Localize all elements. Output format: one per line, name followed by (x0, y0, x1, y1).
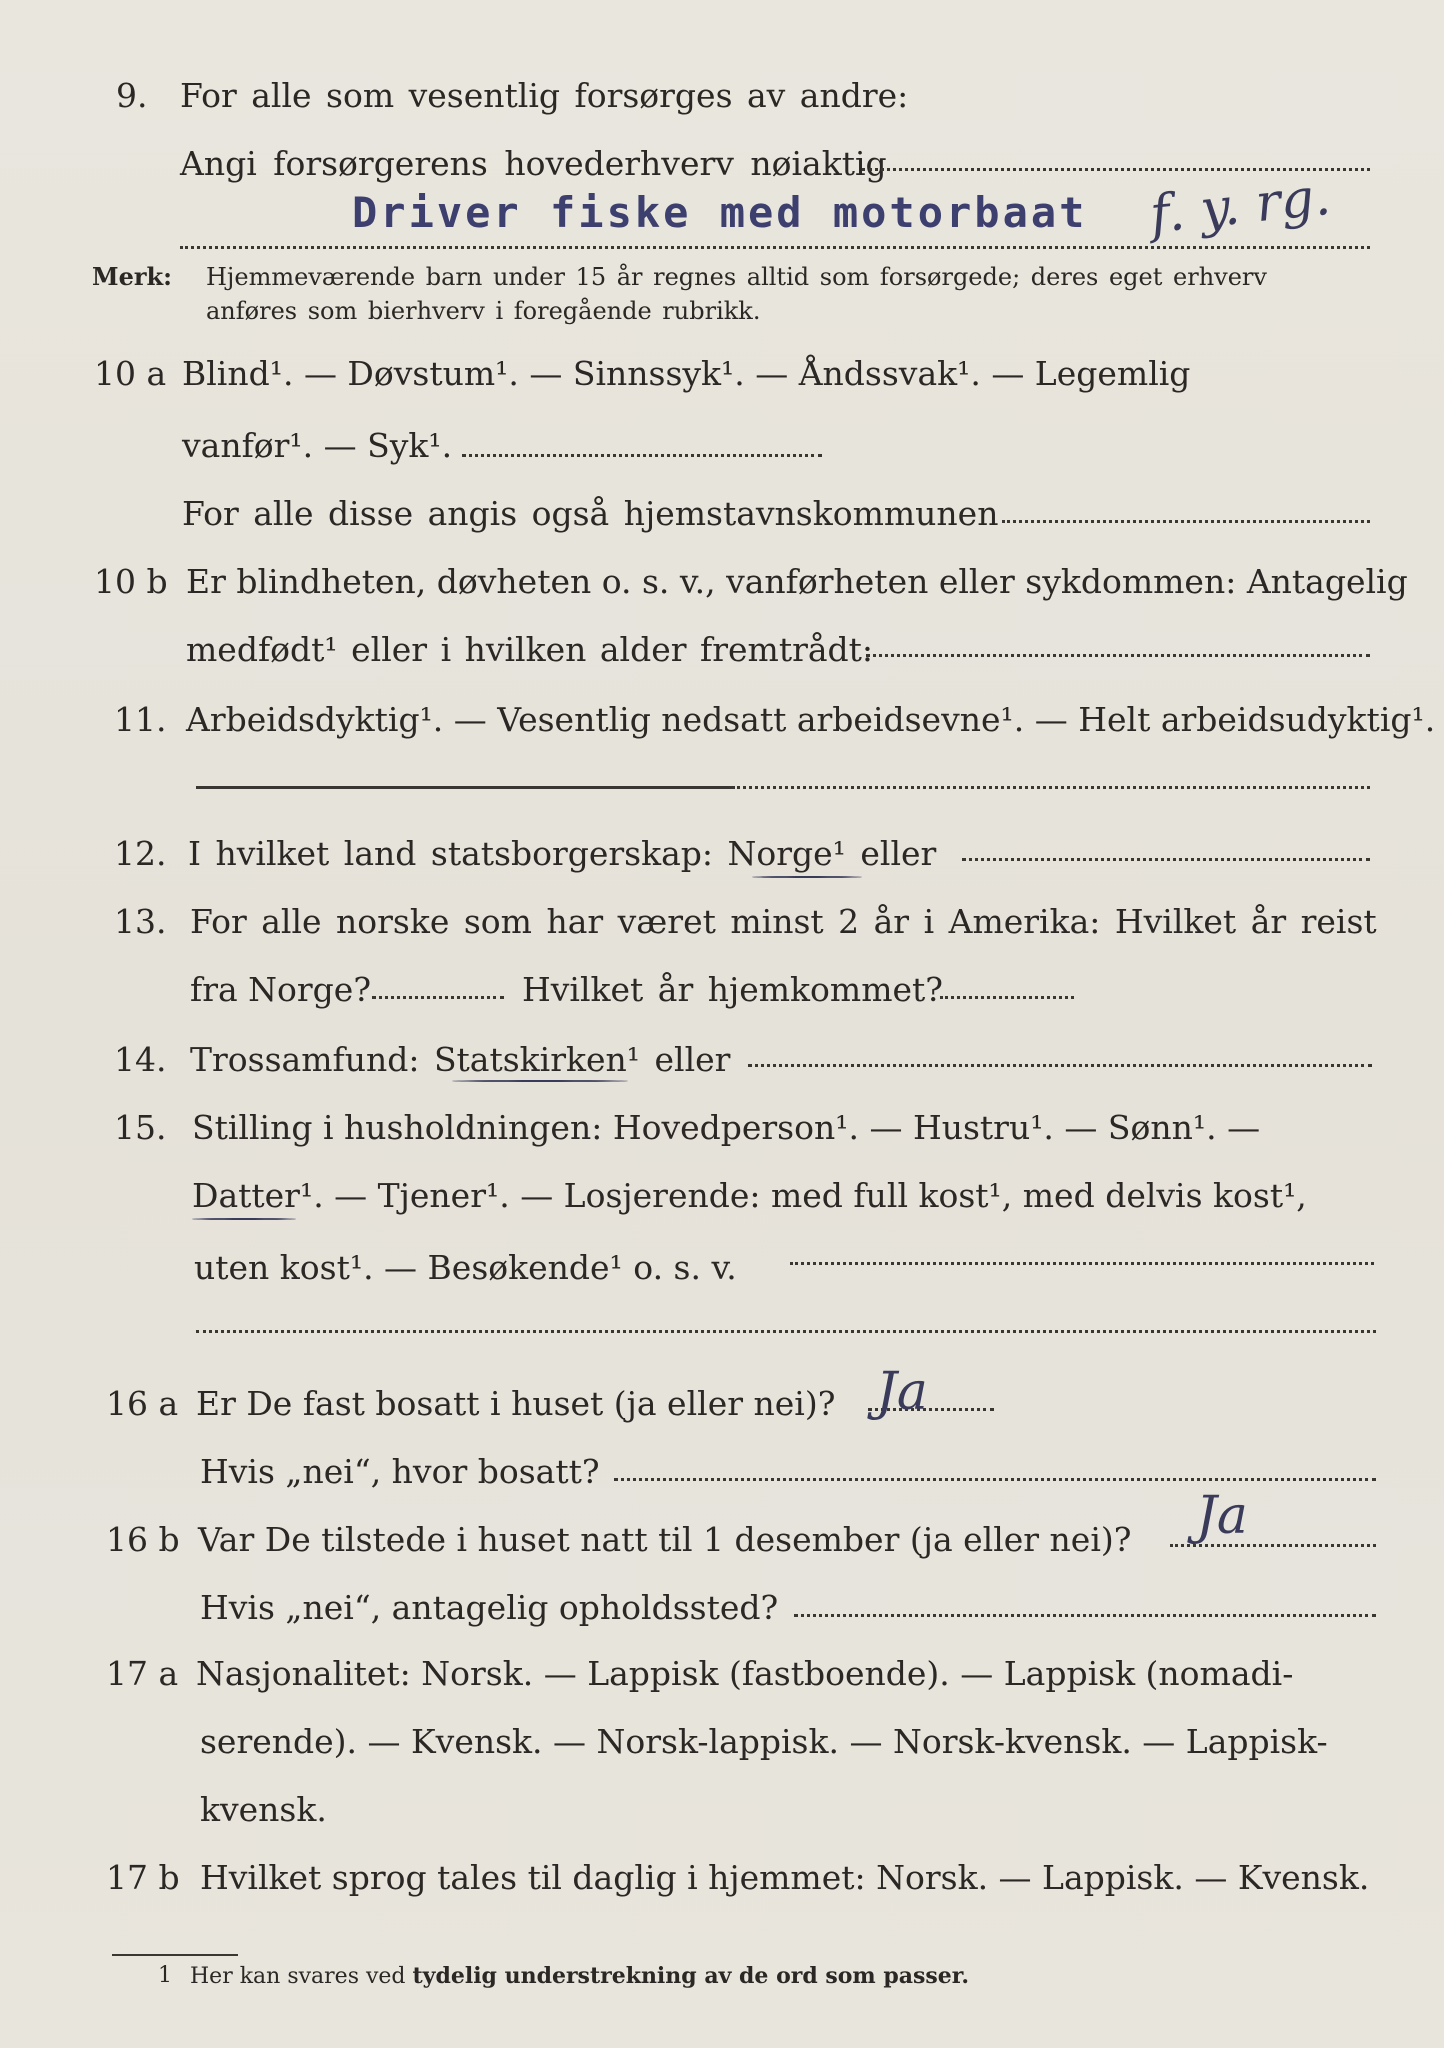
q17a-number: 17 a (106, 1654, 179, 1693)
q14-dotted-line (748, 1064, 1372, 1067)
q10b-line2: medfødt¹ eller i hvilken alder fremtrådt: (186, 630, 874, 669)
q15-line2: Datter¹. — Tjener¹. — Losjerende: med full kost¹, med delvis kost¹, (192, 1176, 1307, 1215)
q13-line2b: Hvilket år hjemkommet? (522, 970, 943, 1009)
q15-dotted-line (790, 1262, 1374, 1265)
q11-answer-dotted-line (732, 786, 1370, 789)
q15-line3: uten kost¹. — Besøkende¹ o. s. v. (194, 1248, 737, 1287)
q10a-line3: For alle disse angis også hjemstavnskommunen (182, 494, 999, 533)
q9-line1: For alle som vesentlig forsørges av andre: (180, 76, 909, 115)
q17a-line2: serende). — Kvensk. — Norsk-lappisk. — Norsk-kvensk. — Lappisk- (200, 1722, 1328, 1761)
q15-number: 15. (114, 1108, 167, 1147)
q14-statskirken-underline (452, 1080, 628, 1082)
q16a-line2: Hvis „nei“, hvor bosatt? (200, 1452, 600, 1491)
q10b-number: 10 b (94, 562, 168, 601)
q13-hjemkommet-dotted-line (940, 996, 1074, 999)
q13-line2a: fra Norge? (190, 970, 372, 1009)
q17b-number: 17 b (106, 1858, 180, 1897)
q16b-number: 16 b (106, 1520, 180, 1559)
q10a-number: 10 a (94, 354, 167, 393)
q10b-line1: Er blindheten, døvheten o. s. v., vanførheten eller sykdommen: Antagelig (186, 562, 1408, 601)
q17b-line1: Hvilket sprog tales til daglig i hjemmet: Norsk. — Lappisk. — Kvensk. (200, 1858, 1370, 1897)
q16a-line1: Er De fast bosatt i huset (ja eller nei)? (196, 1384, 836, 1423)
merk-line1: Hjemmeværende barn under 15 år regnes alltid som forsørgede; deres eget erhverv (206, 263, 1267, 291)
q16b-handwritten-answer: Ja (1196, 1486, 1248, 1546)
q11-number: 11. (114, 700, 167, 739)
footnote-text-bold: tydelig understrekning av de ord som passer. (412, 1963, 970, 1989)
footnote-rule (112, 1954, 238, 1956)
q13-reist-dotted-line (372, 996, 504, 999)
q9-stamped-answer: Driver fiske med motorbaat (352, 188, 1088, 237)
q15-datter-underline (192, 1218, 296, 1220)
q13-number: 13. (114, 902, 167, 941)
q9-number: 9. (116, 76, 148, 115)
q10a-dotted-line (462, 454, 822, 457)
q10b-dotted-line (866, 654, 1370, 657)
q16a-handwritten-answer: Ja (876, 1362, 928, 1422)
footnote-text-plain: Her kan svares ved (190, 1964, 406, 1989)
q12-norge-underline (752, 876, 862, 878)
q12-line1: I hvilket land statsborgerskap: Norge¹ eller (188, 834, 937, 873)
q10a-line2: vanfør¹. — Syk¹. (182, 426, 453, 465)
q12-number: 12. (114, 834, 167, 873)
q10a-hjemstavn-dotted-line (1002, 520, 1370, 523)
q13-line1: For alle norske som har været minst 2 år i Amerika: Hvilket år reist (190, 902, 1377, 941)
q14-line1: Trossamfund: Statskirken¹ eller (190, 1040, 731, 1079)
q14-number: 14. (114, 1040, 167, 1079)
q10a-line1: Blind¹. — Døvstum¹. — Sinnssyk¹. — Åndssvak¹. — Legemlig (182, 354, 1191, 393)
q12-dotted-line (962, 858, 1370, 861)
merk-label: Merk: (92, 262, 172, 291)
merk-line2: anføres som bierhverv i foregående rubrikk. (206, 297, 761, 325)
q9-handwritten-code: f. y. rg. (1147, 166, 1334, 246)
q15-extra-line (196, 1330, 1376, 1333)
q16a-bosatt-dotted-line (614, 1478, 1376, 1481)
q11-line1: Arbeidsdyktig¹. — Vesentlig nedsatt arbeidsevne¹. — Helt arbeidsudyktig¹. (186, 700, 1436, 739)
q16b-opholdssted-dotted-line (794, 1614, 1376, 1617)
footnote-text (190, 1962, 969, 1991)
q15-line1: Stilling i husholdningen: Hovedperson¹. — Hustru¹. — Sønn¹. — (192, 1108, 1261, 1147)
q17a-line1: Nasjonalitet: Norsk. — Lappisk (fastboende). — Lappisk (nomadi- (196, 1654, 1294, 1693)
q16a-number: 16 a (106, 1384, 179, 1423)
q9-line2: Angi forsørgerens hovederhverv nøiaktig (180, 144, 887, 183)
footnote-mark: 1 (158, 1963, 172, 1988)
q17a-line3: kvensk. (200, 1790, 327, 1829)
q16b-line2: Hvis „nei“, antagelig opholdssted? (200, 1588, 779, 1627)
q11-answer-solid-line (196, 786, 732, 789)
q9-second-dotted-line (180, 246, 1370, 249)
q16b-line1: Var De tilstede i huset natt til 1 desember (ja eller nei)? (198, 1520, 1132, 1559)
